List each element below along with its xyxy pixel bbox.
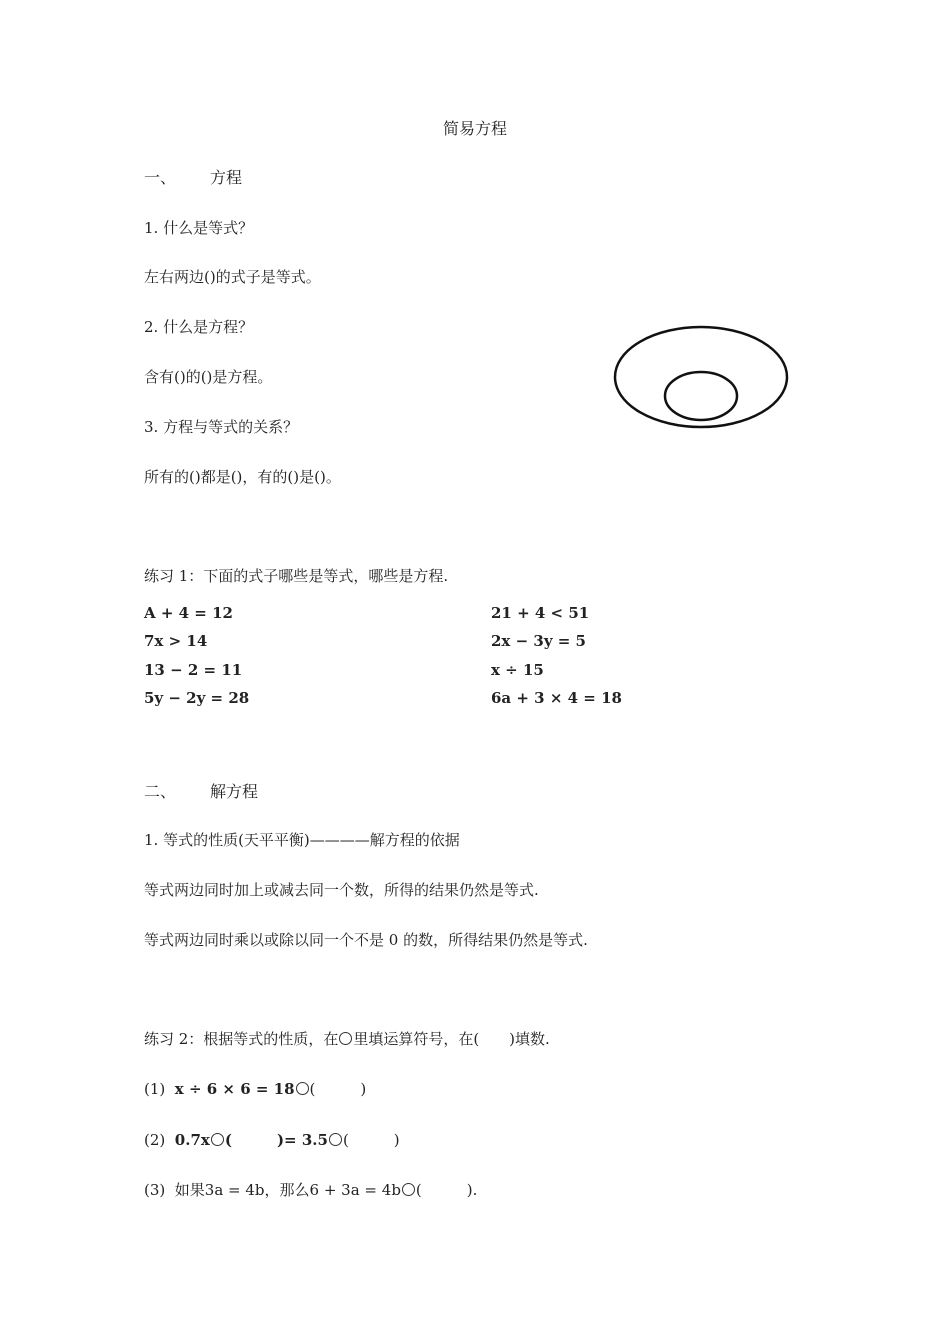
item-label: (2) [144, 1131, 166, 1149]
expression: 5y − 2y = 28 [144, 689, 250, 707]
expression: 13 − 2 = 11 [144, 661, 243, 679]
answer-blank: ( ). [415, 1181, 478, 1199]
circle-blank-icon [339, 1032, 352, 1045]
item-label: (3) [144, 1181, 166, 1199]
answer-1: 左右两边()的式子是等式。 [144, 268, 321, 286]
answer-blank: ( ) [342, 1131, 400, 1149]
practice-2-heading [144, 1028, 550, 1049]
expression: 21 + 4 < 51 [491, 604, 590, 622]
practice-1-heading: 练习 1：下面的式子哪些是等式，哪些是方程. [144, 567, 449, 585]
section-1-number: 一、 [144, 168, 177, 187]
answer-2: 含有()的()是方程。 [144, 368, 273, 386]
outer-ellipse [615, 327, 787, 427]
question-2: 2. 什么是方程？ [144, 318, 254, 336]
practice-2-item-1 [144, 1078, 366, 1099]
section-2-heading [144, 779, 258, 802]
circle-blank-icon [329, 1133, 342, 1146]
answer-blank: ( ) [309, 1080, 367, 1098]
page-title: 简易方程 [442, 119, 507, 138]
question-3: 3. 方程与等式的关系？ [144, 418, 299, 436]
expression: 2x − 3y = 5 [491, 632, 586, 650]
item-expression: 如果3a = 4b，那么6 + 3a = 4b [174, 1181, 401, 1199]
circle-blank-icon [211, 1133, 224, 1146]
section-2-title: 解方程 [210, 782, 259, 801]
equality-property-heading: 1. 等式的性质(天平平衡)————解方程的依据 [144, 831, 460, 849]
section-1-heading [144, 165, 242, 188]
practice-2-item-3 [144, 1179, 477, 1200]
item-label: (1) [144, 1080, 166, 1098]
inner-ellipse [665, 372, 737, 420]
expression: A + 4 = 12 [144, 604, 233, 622]
question-1: 1. 什么是等式？ [144, 219, 254, 237]
practice-2-heading-end: 里填运算符号，在( )填数. [353, 1030, 550, 1048]
expression: 6a + 3 × 4 = 18 [491, 689, 622, 707]
practice-2-heading-start: 练习 2：根据等式的性质，在 [144, 1030, 339, 1048]
equality-property-2: 等式两边同时乘以或除以同一个不是 0 的数，所得结果仍然是等式. [144, 931, 588, 949]
circle-blank-icon [402, 1183, 415, 1196]
practice-2-item-2 [144, 1129, 400, 1150]
circle-blank-icon [296, 1082, 309, 1095]
answer-3: 所有的()都是()，有的()是()。 [144, 468, 341, 486]
expression: x ÷ 15 [491, 661, 544, 679]
item-expression: x ÷ 6 × 6 = 18 [174, 1080, 295, 1098]
item-expression-middle: ( )= 3.5 [224, 1131, 328, 1149]
item-expression: 0.7x [174, 1131, 210, 1149]
section-2-number: 二、 [144, 782, 177, 801]
venn-diagram [612, 325, 792, 435]
section-1-title: 方程 [210, 168, 243, 187]
equality-property-1: 等式两边同时加上或减去同一个数，所得的结果仍然是等式. [144, 881, 539, 899]
expression: 7x > 14 [144, 632, 208, 650]
